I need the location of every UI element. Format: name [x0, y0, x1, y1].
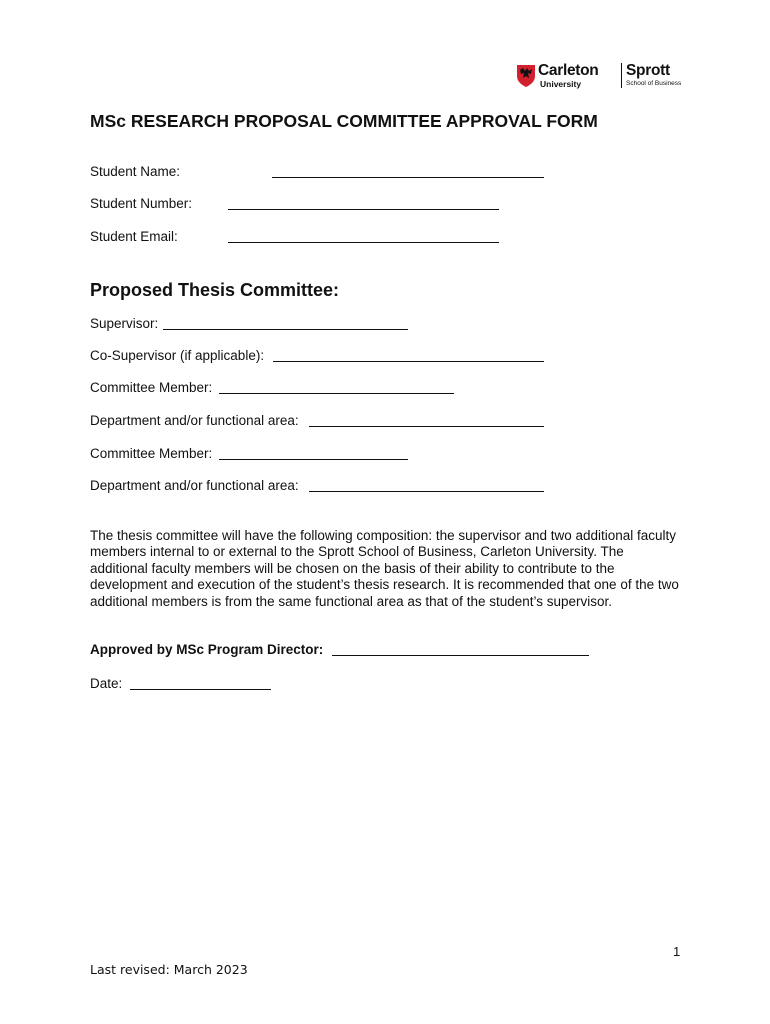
student-name-label: Student Name: [90, 164, 181, 179]
form-title: MSc RESEARCH PROPOSAL COMMITTEE APPROVAL FORM [90, 111, 598, 131]
student-number-label: Student Number: [90, 196, 193, 211]
supervisor-field[interactable] [163, 329, 408, 330]
committee-composition-paragraph: The thesis committee will have the following composition: the supervisor and two additional faculty members internal to or external to the Sprott School of Business, Carleton University. The additional faculty members will be chosen on the basis of their ability to contribute to the development and execution of the student’s thesis research. It is recommended that one of the two additional members is from the same functional area as that of the student’s supervisor. [90, 528, 679, 609]
co-supervisor-label: Co-Supervisor (if applicable): [90, 348, 265, 363]
date-label: Date: [90, 676, 123, 691]
department-1-label: Department and/or functional area: [90, 413, 299, 428]
logo-school-name: Sprott [626, 62, 670, 79]
last-revised: Last revised: March 2023 [90, 962, 248, 977]
approved-by-field[interactable] [332, 655, 589, 656]
page-number: 1 [673, 944, 681, 959]
committee-member-1-field[interactable] [219, 393, 454, 394]
approved-by-label: Approved by MSc Program Director: [90, 642, 324, 657]
logo-name: Carleton [538, 62, 599, 79]
committee-member-2-field[interactable] [219, 459, 408, 460]
department-2-label: Department and/or functional area: [90, 478, 299, 493]
date-field[interactable] [130, 689, 271, 690]
committee-heading: Proposed Thesis Committee: [90, 280, 340, 300]
student-number-field[interactable] [228, 209, 499, 210]
student-name-field[interactable] [272, 177, 544, 178]
supervisor-label: Supervisor: [90, 316, 159, 331]
carleton-sprott-logo [516, 62, 682, 92]
department-2-field[interactable] [309, 491, 544, 492]
committee-member-1-label: Committee Member: [90, 380, 213, 395]
logo-divider [621, 63, 622, 88]
carleton-shield-icon [516, 64, 536, 88]
committee-member-2-label: Committee Member: [90, 446, 213, 461]
logo-sub: University [540, 79, 582, 89]
department-1-field[interactable] [309, 426, 544, 427]
co-supervisor-field[interactable] [273, 361, 544, 362]
student-email-field[interactable] [228, 242, 499, 243]
student-email-label: Student Email: [90, 229, 178, 244]
logo-school-sub: School of Business [626, 80, 682, 87]
